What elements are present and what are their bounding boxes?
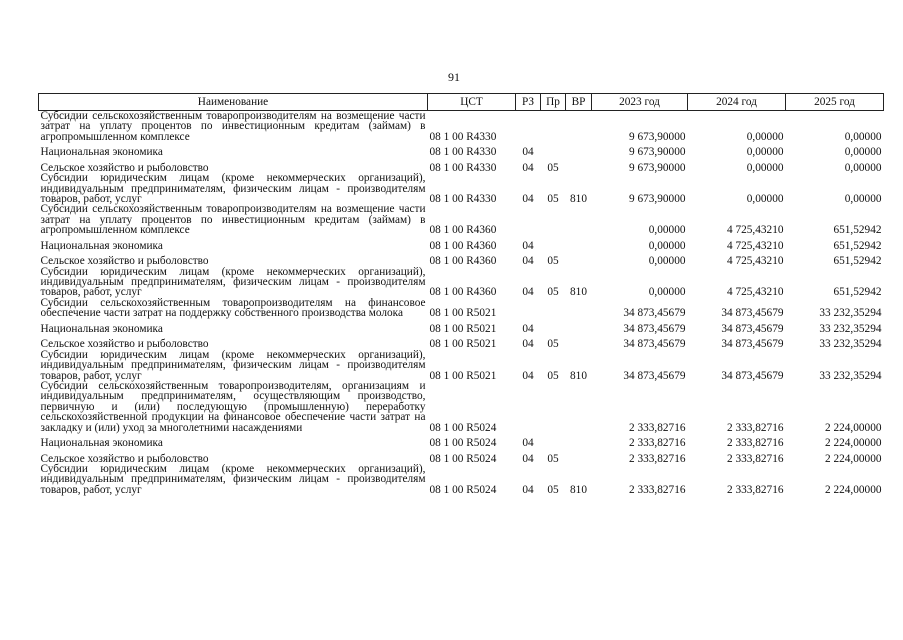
cell-y2023: 0,00000 xyxy=(648,239,686,252)
cell-y2023: 0,00000 xyxy=(648,255,686,268)
cell-name: Сельское хозяйство и рыболовство xyxy=(40,338,209,351)
cell-rz: 04 xyxy=(522,239,534,252)
cell-pr: 05 xyxy=(547,193,559,206)
cell-y2024: 0,00000 xyxy=(746,193,784,206)
cell-pr xyxy=(541,298,566,319)
cell-y2025: 2 224,00000 xyxy=(825,452,882,465)
table-row xyxy=(39,448,884,464)
cell-pr: 05 xyxy=(547,369,559,382)
cell-name: Субсидии юридическим лицам (кроме некоммерческих организаций), индивидуальным предпринимателям, физическим лицам - производителям товаров, работ, услуг xyxy=(40,172,426,206)
cell-name: Национальная экономика xyxy=(40,322,163,335)
cell-y2025: 0,00000 xyxy=(844,193,882,206)
cell-pr: 05 xyxy=(547,286,559,299)
cell-y2023: 34 873,45679 xyxy=(623,322,686,335)
cell-cst: 08 1 00 R5024 xyxy=(429,452,497,465)
table-row xyxy=(39,381,884,433)
cell-name: Субсидии сельскохозяйственным товаропроизводителям на возмещение части затрат на уплату процентов по инвестиционным кредитам (займам) в агропромышленном комплексе xyxy=(40,110,426,143)
table-row xyxy=(39,173,884,204)
table-row xyxy=(39,334,884,350)
cell-rz: 04 xyxy=(522,437,534,450)
cell-rz: 04 xyxy=(522,338,534,351)
cell-vr xyxy=(566,111,592,143)
cell-y2023: 34 873,45679 xyxy=(623,307,686,320)
cell-rz: 04 xyxy=(522,322,534,335)
cell-y2024: 34 873,45679 xyxy=(721,322,784,335)
cell-y2024: 2 333,82716 xyxy=(727,483,784,496)
cell-y2024: 34 873,45679 xyxy=(721,307,784,320)
cell-pr: 05 xyxy=(547,338,559,351)
cell-y2024: 2 333,82716 xyxy=(727,437,784,450)
cell-y2024: 34 873,45679 xyxy=(721,338,784,351)
cell-y2025: 0,00000 xyxy=(844,161,882,174)
cell-y2024: 0,00000 xyxy=(746,146,784,159)
cell-name: Сельское хозяйство и рыболовство xyxy=(40,161,209,174)
cell-y2024: 0,00000 xyxy=(746,130,784,143)
cell-pr xyxy=(541,433,566,449)
cell-y2023: 2 333,82716 xyxy=(629,452,686,465)
cell-y2024: 2 333,82716 xyxy=(727,421,784,434)
cell-y2023: 34 873,45679 xyxy=(623,338,686,351)
cell-y2023: 2 333,82716 xyxy=(629,483,686,496)
cell-pr: 05 xyxy=(547,255,559,268)
cell-vr xyxy=(566,433,592,449)
cell-name: Национальная экономика xyxy=(40,437,163,450)
cell-pr: 05 xyxy=(547,483,559,496)
cell-name: Субсидии сельскохозяйственным товаропроизводителям, организациям и индивидуальным предпринимателям, осуществляющим производство, первичную и (или) последующую (промышленную) переработку сельскохозяйственной продукции на финансовое обеспечение части затрат на закладку и (или) уход за многолетними насаждениями xyxy=(40,379,426,434)
cell-y2023: 9 673,90000 xyxy=(629,130,686,143)
table-row xyxy=(39,236,884,252)
cell-rz: 04 xyxy=(522,146,534,159)
cell-vr xyxy=(566,158,592,174)
cell-y2025: 33 232,35294 xyxy=(819,338,882,351)
cell-vr: 810 xyxy=(570,286,587,299)
table-row xyxy=(39,319,884,335)
cell-cst: 08 1 00 R5021 xyxy=(429,369,497,382)
cell-y2024: 4 725,43210 xyxy=(727,286,784,299)
cell-rz: 04 xyxy=(522,255,534,268)
cell-cst: 08 1 00 R4360 xyxy=(429,255,497,268)
cell-pr: 05 xyxy=(547,452,559,465)
cell-cst: 08 1 00 R4330 xyxy=(429,130,497,143)
cell-vr xyxy=(566,381,592,433)
header-cst: ЦСТ xyxy=(428,94,516,111)
cell-y2025: 651,52942 xyxy=(833,239,882,252)
cell-y2024: 4 725,43210 xyxy=(727,255,784,268)
cell-rz: 04 xyxy=(522,286,534,299)
cell-cst: 08 1 00 R4330 xyxy=(429,146,497,159)
cell-vr: 810 xyxy=(570,193,587,206)
cell-y2025: 651,52942 xyxy=(833,224,882,237)
cell-name: Сельское хозяйство и рыболовство xyxy=(40,452,209,465)
table-row xyxy=(39,204,884,235)
cell-y2024: 4 725,43210 xyxy=(727,239,784,252)
cell-vr xyxy=(566,334,592,350)
cell-name: Национальная экономика xyxy=(40,146,163,159)
cell-y2024: 34 873,45679 xyxy=(721,369,784,382)
cell-vr xyxy=(566,298,592,319)
cell-pr xyxy=(541,111,566,143)
cell-y2025: 2 224,00000 xyxy=(825,421,882,434)
cell-vr xyxy=(566,204,592,235)
cell-rz xyxy=(516,111,541,143)
table-row xyxy=(39,111,884,143)
table-row xyxy=(39,350,884,381)
cell-y2025: 33 232,35294 xyxy=(819,322,882,335)
cell-cst: 08 1 00 R5021 xyxy=(429,338,497,351)
cell-y2023: 9 673,90000 xyxy=(629,161,686,174)
cell-name: Национальная экономика xyxy=(40,239,163,252)
cell-vr xyxy=(566,251,592,267)
header-pr: Пр xyxy=(541,94,566,111)
cell-rz: 04 xyxy=(522,369,534,382)
cell-y2023: 0,00000 xyxy=(648,286,686,299)
cell-name: Субсидии сельскохозяйственным товаропроизводителям на возмещение части затрат на уплату процентов по инвестиционным кредитам (займам) в агропромышленном комплексе xyxy=(40,203,426,237)
cell-cst: 08 1 00 R4330 xyxy=(429,161,497,174)
cell-y2025: 33 232,35294 xyxy=(819,307,882,320)
header-rz: РЗ xyxy=(516,94,541,111)
header-name: Наименование xyxy=(39,94,428,111)
cell-y2025: 651,52942 xyxy=(833,255,882,268)
cell-y2025: 33 232,35294 xyxy=(819,369,882,382)
cell-pr xyxy=(541,381,566,433)
cell-cst: 08 1 00 R4360 xyxy=(429,286,497,299)
cell-cst: 08 1 00 R5024 xyxy=(429,421,497,434)
cell-vr xyxy=(566,236,592,252)
cell-cst: 08 1 00 R4360 xyxy=(429,224,497,237)
cell-vr: 810 xyxy=(570,369,587,382)
cell-vr xyxy=(566,319,592,335)
header-2025: 2025 год xyxy=(786,94,884,111)
cell-y2024: 4 725,43210 xyxy=(727,224,784,237)
cell-cst: 08 1 00 R5024 xyxy=(429,483,497,496)
table-body xyxy=(39,111,884,496)
cell-y2023: 9 673,90000 xyxy=(629,193,686,206)
cell-y2023: 2 333,82716 xyxy=(629,421,686,434)
budget-table xyxy=(38,93,884,495)
cell-y2025: 651,52942 xyxy=(833,286,882,299)
cell-rz: 04 xyxy=(522,161,534,174)
cell-rz xyxy=(516,204,541,235)
cell-y2024: 2 333,82716 xyxy=(727,452,784,465)
cell-name: Субсидии юридическим лицам (кроме некоммерческих организаций), индивидуальным предпринимателям, физическим лицам - производителям товаров, работ, услуг xyxy=(40,348,426,382)
cell-vr xyxy=(566,142,592,158)
table-header xyxy=(39,94,884,111)
cell-vr xyxy=(566,448,592,464)
table-row xyxy=(39,251,884,267)
table-row xyxy=(39,142,884,158)
cell-cst: 08 1 00 R5021 xyxy=(429,307,497,320)
table-row xyxy=(39,298,884,319)
table-row xyxy=(39,267,884,298)
cell-cst: 08 1 00 R4330 xyxy=(429,193,497,206)
cell-pr xyxy=(541,319,566,335)
cell-name: Субсидии юридическим лицам (кроме некоммерческих организаций), индивидуальным предпринимателям, физическим лицам - производителям товаров, работ, услуг xyxy=(40,462,426,496)
table-row xyxy=(39,464,884,495)
cell-vr: 810 xyxy=(570,483,587,496)
cell-rz xyxy=(516,298,541,319)
cell-pr: 05 xyxy=(547,161,559,174)
cell-y2025: 2 224,00000 xyxy=(825,437,882,450)
cell-name: Субсидии юридическим лицам (кроме некоммерческих организаций), индивидуальным предпринимателям, физическим лицам - производителям товаров, работ, услуг xyxy=(40,265,426,299)
cell-y2025: 0,00000 xyxy=(844,130,882,143)
page-number: 91 xyxy=(448,70,460,84)
cell-rz xyxy=(516,381,541,433)
cell-cst: 08 1 00 R4360 xyxy=(429,239,497,252)
cell-y2023: 0,00000 xyxy=(648,224,686,237)
cell-y2023: 34 873,45679 xyxy=(623,369,686,382)
cell-name: Субсидии сельскохозяйственным товаропроизводителям на финансовое обеспечение части затрат на поддержку собственного производства молока xyxy=(40,296,426,320)
cell-y2024: 0,00000 xyxy=(746,161,784,174)
cell-y2025: 0,00000 xyxy=(844,146,882,159)
cell-pr xyxy=(541,236,566,252)
cell-pr xyxy=(541,204,566,235)
cell-cst: 08 1 00 R5021 xyxy=(429,322,497,335)
header-2024: 2024 год xyxy=(688,94,786,111)
cell-rz: 04 xyxy=(522,452,534,465)
cell-rz: 04 xyxy=(522,483,534,496)
cell-name: Сельское хозяйство и рыболовство xyxy=(40,255,209,268)
cell-cst: 08 1 00 R5024 xyxy=(429,437,497,450)
cell-rz: 04 xyxy=(522,193,534,206)
cell-y2023: 9 673,90000 xyxy=(629,146,686,159)
cell-y2023: 2 333,82716 xyxy=(629,437,686,450)
header-2023: 2023 год xyxy=(592,94,688,111)
cell-y2025: 2 224,00000 xyxy=(825,483,882,496)
table-row xyxy=(39,433,884,449)
cell-pr xyxy=(541,142,566,158)
table-row xyxy=(39,158,884,174)
header-vr: ВР xyxy=(566,94,592,111)
